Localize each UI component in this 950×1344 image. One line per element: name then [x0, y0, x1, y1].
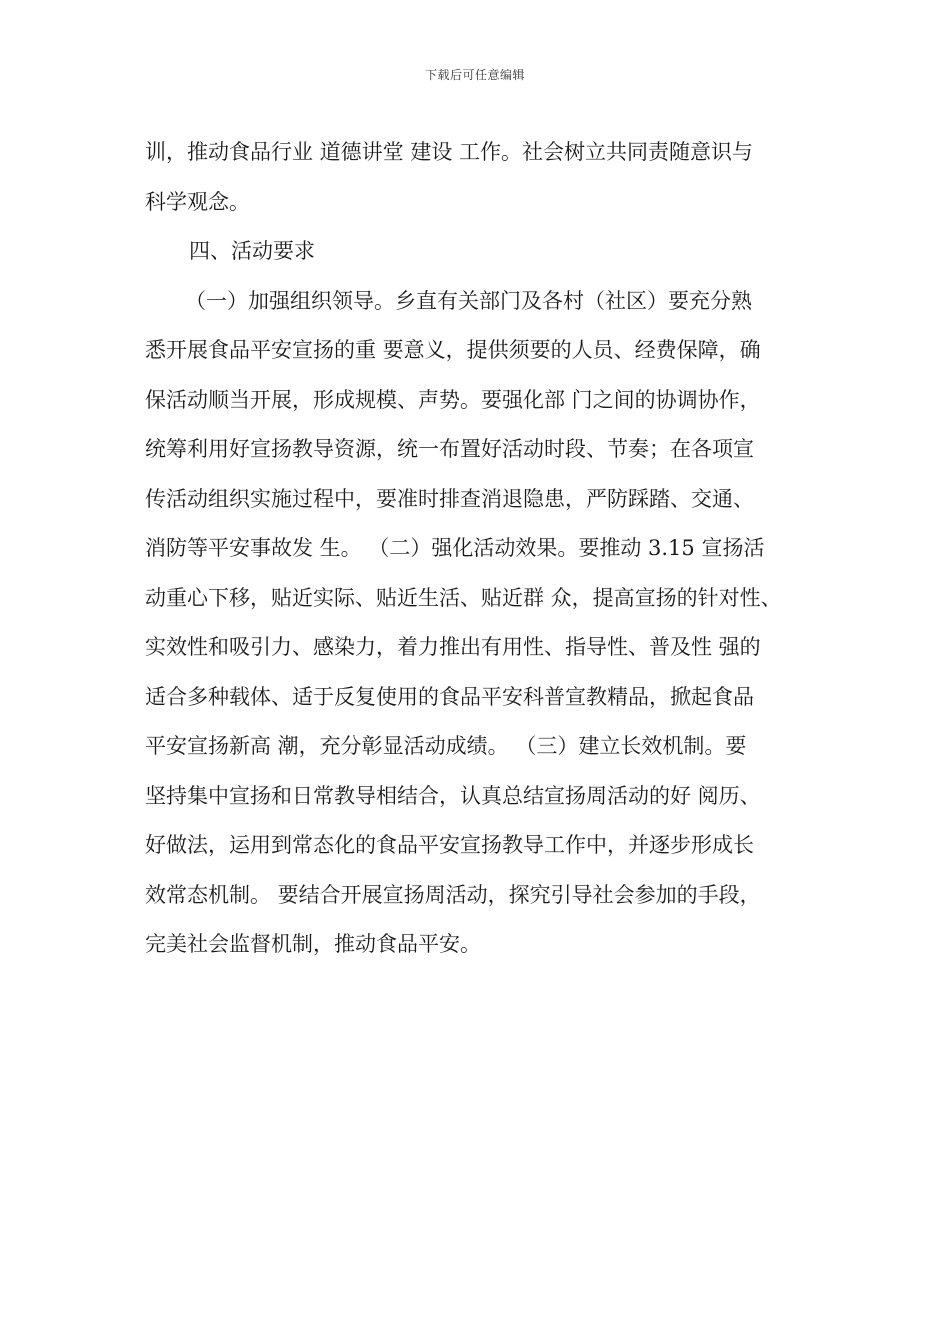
document-body: [145, 128, 835, 970]
text-line: 悉开展食品平安宣扬的重 要意义，提供须要的人员、经费保障，确: [145, 338, 761, 362]
text-line: 完美社会监督机制，推动食品平安。: [145, 932, 481, 956]
text-line: 实效性和吸引力、感染力，着力推出有用性、指导性、普及性 强的: [145, 635, 761, 659]
text-line: 坚持集中宣扬和日常教导相结合，认真总结宣扬周活动的好 阅历、: [145, 783, 761, 808]
section-heading: 四、活动要求: [189, 239, 315, 263]
text-line: 统筹利用好宣扬教导资源，统一布置好活动时段、节奏；在各项宣: [145, 437, 754, 461]
text-line: 平安宣扬新高 潮，充分彰显活动成绩。 （三）建立长效机制。要: [145, 734, 747, 758]
text-line: （一）加强组织领导。乡直有关部门及各村（社区）要充分熟: [185, 288, 752, 313]
text-line: 保活动顺当开展，形成规模、声势。要强化部 门之间的协调协作，: [145, 387, 761, 412]
text-line: 传活动组织实施过程中，要准时排查消退隐患，严防踩踏、交通、: [145, 486, 754, 511]
page-header: 下载后可任意编辑: [424, 68, 525, 82]
text-line: 科学观念。: [145, 189, 250, 214]
text-line: 好做法，运用到常态化的食品平安宣扬教导工作中，并逐步形成长: [145, 833, 754, 857]
text-line: 训，推动食品行业 道德讲堂 建设 工作。社会树立共同责随意识与: [145, 140, 754, 164]
text-line: 适合多种载体、适于反复使用的食品平安科普宣教精品，掀起食品: [145, 684, 754, 709]
text-line: 动重心下移，贴近实际、贴近生活、贴近群 众，提高宣扬的针对性、: [145, 585, 782, 610]
text-line: 效常态机制。 要结合开展宣扬周活动，探究引导社会参加的手段，: [145, 882, 761, 907]
text-line: 消防等平安事故发 生。 （二）强化活动效果。要推动 3.15 宣扬活: [145, 536, 765, 560]
